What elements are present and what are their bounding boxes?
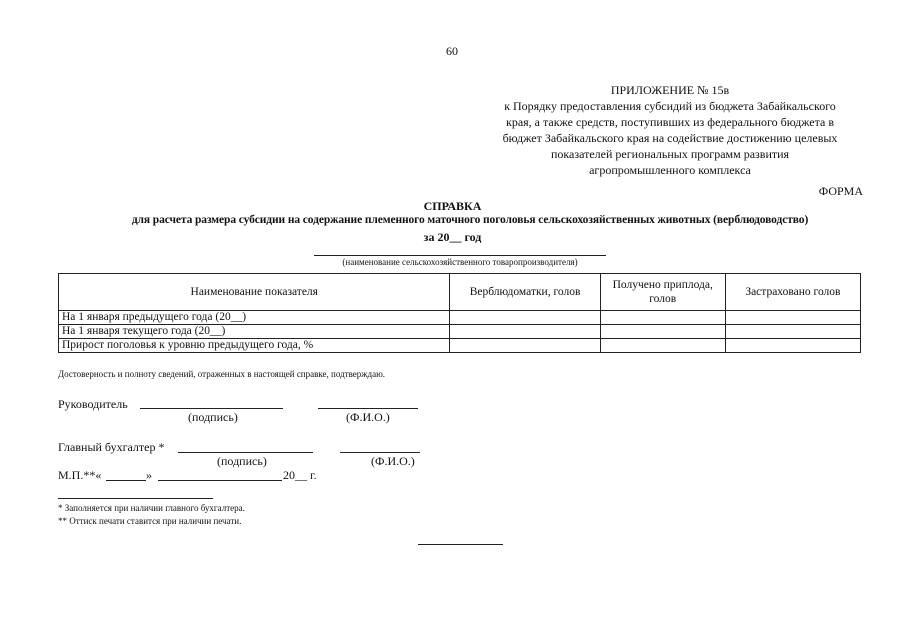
table-row xyxy=(59,311,861,325)
appendix-line: агропромышленного комплекса xyxy=(589,163,751,177)
table-cell[interactable] xyxy=(450,325,600,339)
table-cell[interactable] xyxy=(450,311,600,325)
table-row xyxy=(59,325,861,339)
appendix-line: края, а также средств, поступивших из федерального бюджета в xyxy=(505,115,835,129)
table-cell[interactable] xyxy=(725,325,860,339)
document-year-line: за 20__ год xyxy=(423,230,482,244)
header-offspring: Получено приплода, голов xyxy=(600,274,725,311)
appendix-title: ПРИЛОЖЕНИЕ № 15в xyxy=(610,83,730,97)
table-cell[interactable] xyxy=(450,339,600,353)
table-cell[interactable] xyxy=(600,325,725,339)
head-sign-caption: (подпись) xyxy=(188,410,238,424)
table-header-row xyxy=(59,274,861,311)
accountant-label: Главный бухгалтер * xyxy=(58,440,165,454)
row-label: На 1 января предыдущего года (20__) xyxy=(59,311,450,325)
footnote: * Заполняется при наличии главного бухгалтера. xyxy=(58,503,245,513)
head-signature-line[interactable] xyxy=(140,408,283,409)
footnote: ** Оттиск печати ставится при наличии печати. xyxy=(58,516,242,526)
document-title: СПРАВКА xyxy=(423,199,482,213)
stamp-year: 20__ г. xyxy=(283,468,317,482)
stamp-day-line[interactable] xyxy=(106,480,146,481)
table-cell[interactable] xyxy=(600,311,725,325)
header-insured: Застраховано голов xyxy=(725,274,860,311)
document-subtitle: для расчета размера субсидии на содержание племенного маточного поголовья сельскохозяйственных животных (верблюдоводство) xyxy=(131,214,809,226)
head-label: Руководитель xyxy=(58,397,128,411)
row-label: На 1 января текущего года (20__) xyxy=(59,325,450,339)
page-number: 60 xyxy=(446,44,458,58)
stamp-mid: » xyxy=(146,468,152,482)
appendix-block xyxy=(470,82,870,178)
accountant-signature-line[interactable] xyxy=(178,452,313,453)
accountant-name-caption: (Ф.И.О.) xyxy=(371,454,415,468)
appendix-line: к Порядку предоставления субсидий из бюджета Забайкальского xyxy=(504,99,836,113)
accountant-name-line[interactable] xyxy=(340,452,420,453)
producer-name-line[interactable] xyxy=(314,255,606,256)
table-cell[interactable] xyxy=(725,311,860,325)
stamp-month-line[interactable] xyxy=(158,480,282,481)
footnote-separator xyxy=(58,498,213,499)
table-cell[interactable] xyxy=(600,339,725,353)
indicators-table xyxy=(58,273,861,353)
confirmation-text: Достоверность и полноту сведений, отраженных в настоящей справке, подтверждаю. xyxy=(58,369,386,379)
head-name-line[interactable] xyxy=(318,408,418,409)
head-name-caption: (Ф.И.О.) xyxy=(346,410,390,424)
appendix-line: показателей региональных программ развития xyxy=(550,147,790,161)
accountant-sign-caption: (подпись) xyxy=(217,454,267,468)
header-camels: Верблюдоматки, голов xyxy=(450,274,600,311)
appendix-line: бюджет Забайкальского края на содействие достижению целевых xyxy=(502,131,838,145)
end-separator xyxy=(418,544,503,545)
header-indicator: Наименование показателя xyxy=(59,274,450,311)
producer-caption: (наименование сельскохозяйственного товаропроизводителя) xyxy=(342,257,578,267)
table-row xyxy=(59,339,861,353)
table-cell[interactable] xyxy=(725,339,860,353)
stamp-prefix: М.П.**« xyxy=(58,468,102,482)
form-label: ФОРМА xyxy=(818,184,863,198)
row-label: Прирост поголовья к уровню предыдущего года, % xyxy=(59,339,450,353)
